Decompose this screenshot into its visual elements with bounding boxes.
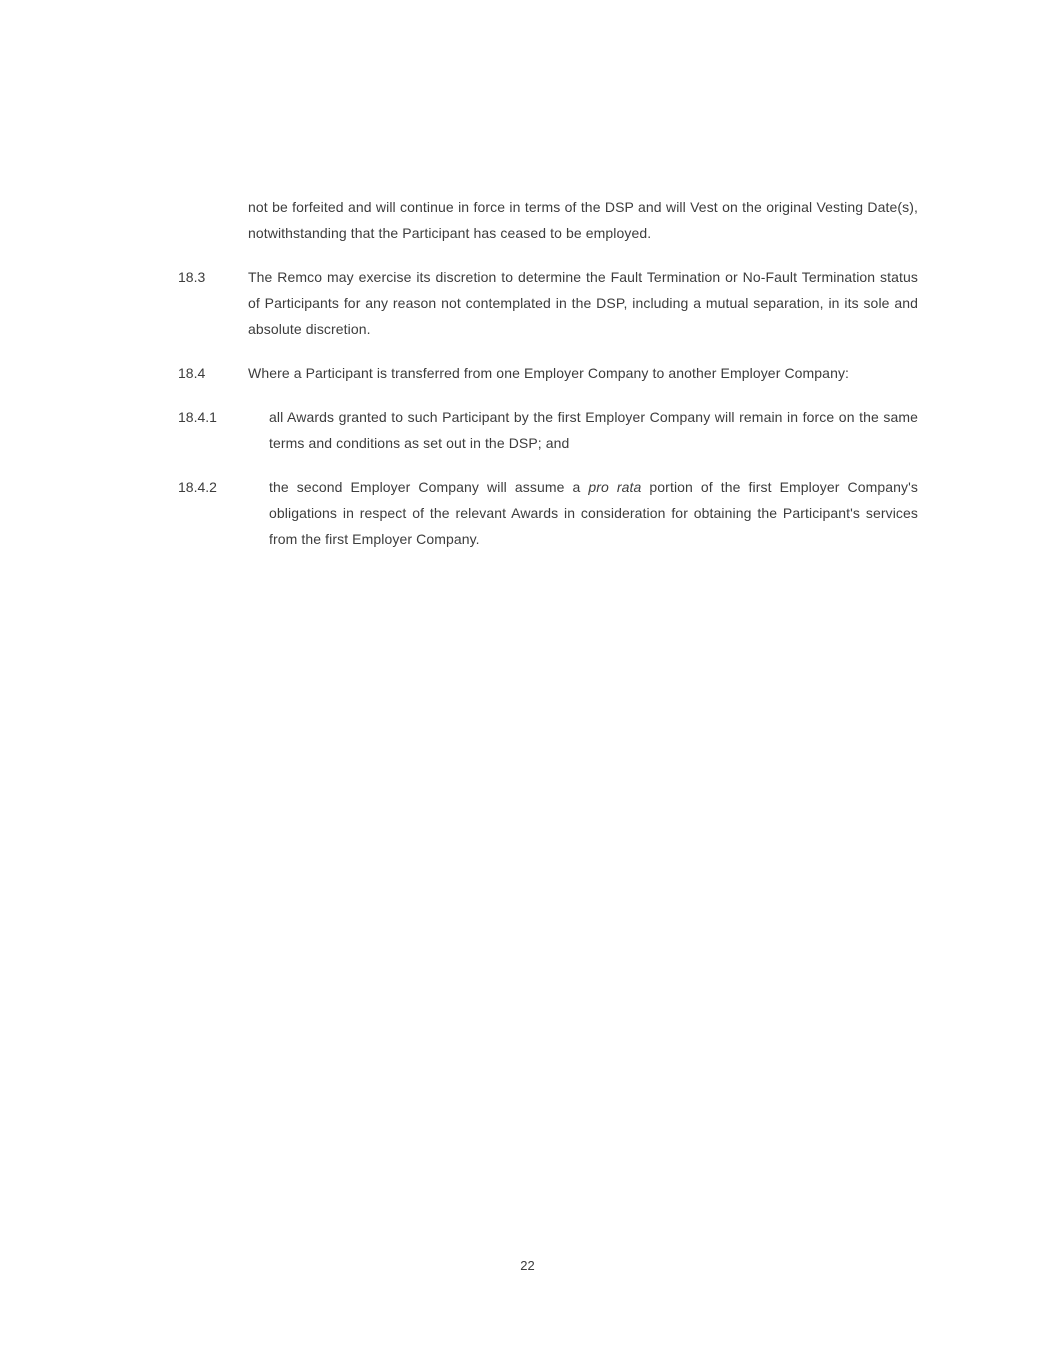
clause-18-4-2 [178,474,918,552]
clause-text [269,474,918,552]
clause-text-segment: portion of the first Employer Company's obligations in respect of the relevant Awards in consideration for obtaining the Participant's services from the first Employer Company. [269,479,918,547]
clause-text: all Awards granted to such Participant by the first Employer Company will remain in force on the same terms and conditions as set out in the DSP; and [269,409,918,451]
clause-18-3 [178,264,918,342]
page-number: 22 [520,1258,535,1273]
clause-number: 18.3 [178,269,206,285]
clause-text-segment: the second Employer Company will assume a [269,479,589,495]
clause-number: 18.4.1 [178,409,217,425]
continuation-paragraph: not be forfeited and will continue in force in terms of the DSP and will Vest on the original Vesting Date(s), notwithstanding that the Participant has ceased to be employed. [248,199,918,241]
clause-18-4-1 [178,404,918,456]
clause-text: The Remco may exercise its discretion to determine the Fault Termination or No-Fault Termination status of Participants for any reason not contemplated in the DSP, including a mutual separation, in its sole and absolute discretion. [248,269,918,337]
clause-text-italic: pro rata [588,479,642,495]
clause-18-4 [178,360,918,386]
clause-number: 18.4.2 [178,479,217,495]
clause-text: Where a Participant is transferred from one Employer Company to another Employer Company: [248,365,850,381]
clause-number: 18.4 [178,365,206,381]
document-content [178,180,918,552]
